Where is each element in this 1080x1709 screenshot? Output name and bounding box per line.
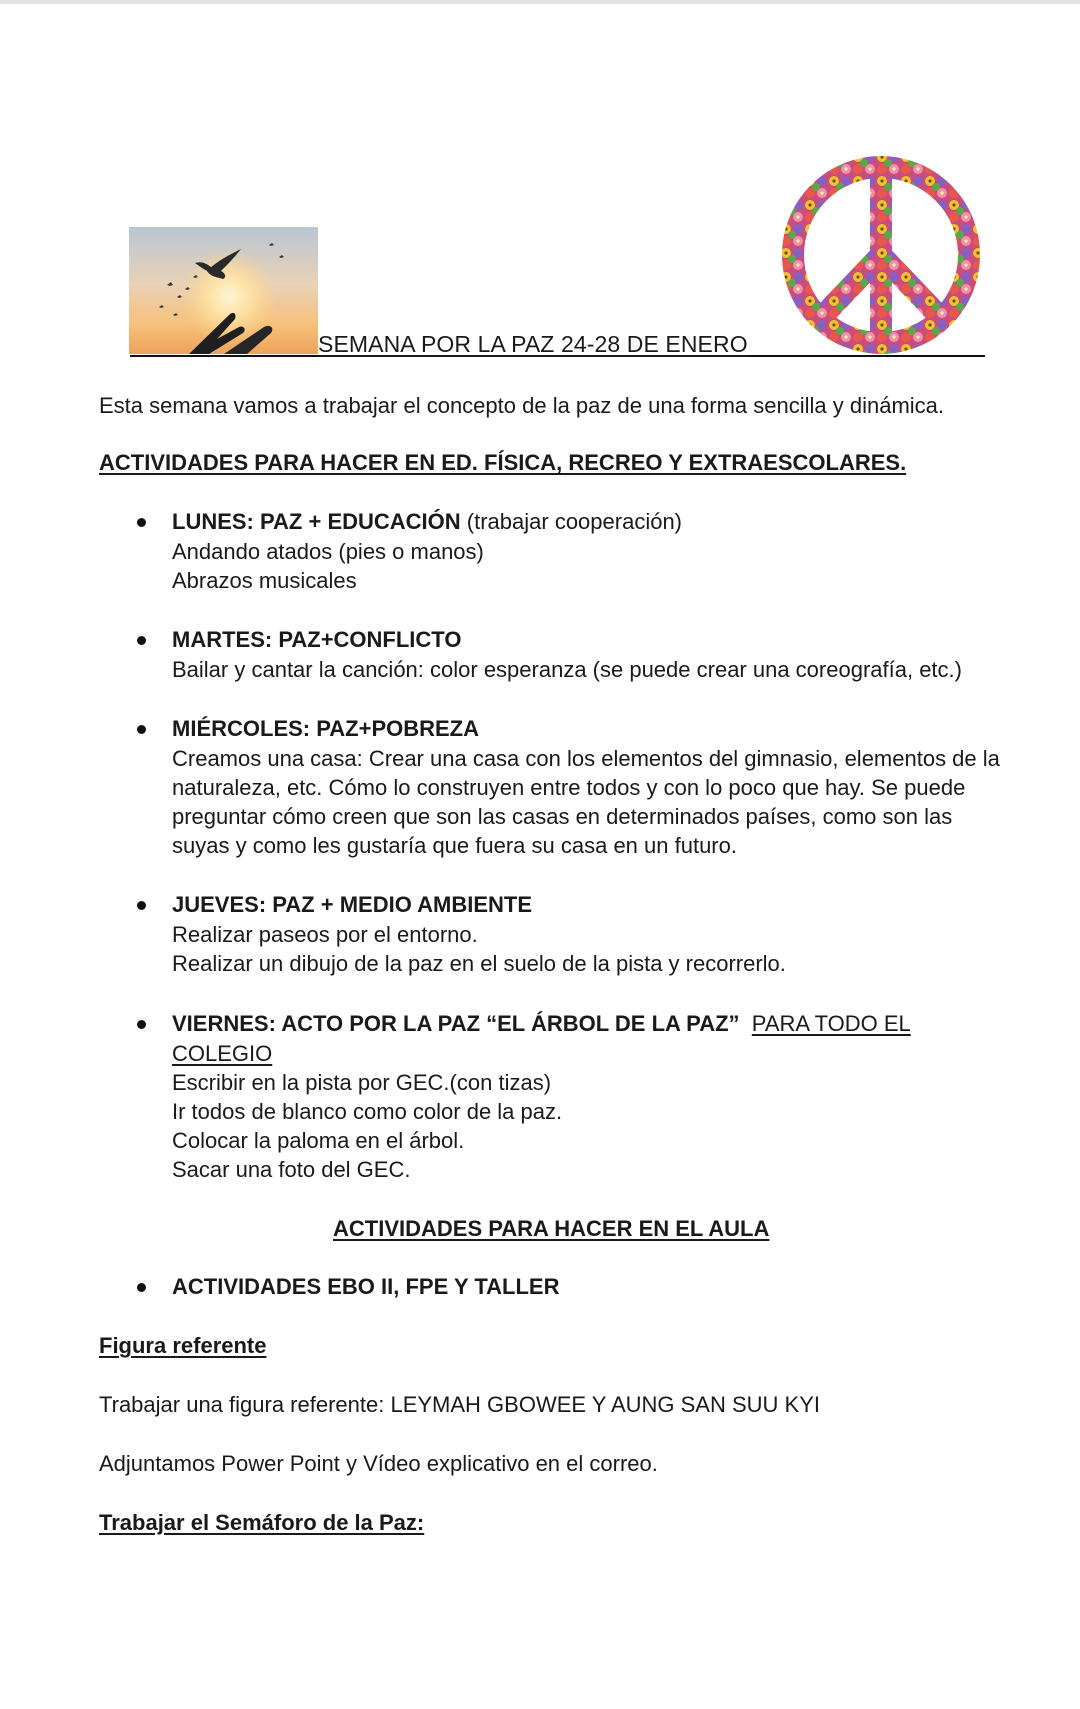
bullet [137, 1283, 146, 1292]
bullet [137, 725, 146, 734]
top-edge [0, 0, 1080, 4]
day-line: Abrazos musicales [172, 568, 357, 593]
semaforo-heading: Trabajar el Semáforo de la Paz: [99, 1510, 425, 1535]
day-title-lunes: LUNES: PAZ + EDUCACIÓN (trabajar cooperación) [172, 509, 683, 534]
page-title: SEMANA POR LA PAZ 24-28 DE ENERO [318, 331, 748, 357]
bullet [137, 518, 146, 527]
day-line: preguntar cómo creen que son las casas en determinados países, como son las [172, 804, 953, 829]
day-line: Bailar y cantar la canción: color esperanza (se puede crear una coreografía, etc.) [172, 657, 962, 682]
day-line: Creamos una casa: Crear una casa con los elementos del gimnasio, elementos de la [172, 746, 1000, 771]
figura-text: Trabajar una figura referente: LEYMAH GBOWEE Y AUNG SAN SUU KYI [99, 1392, 820, 1417]
intro-text: Esta semana vamos a trabajar el concepto de la paz de una forma sencilla y dinámica. [99, 393, 945, 418]
section-heading-aula: ACTIVIDADES PARA HACER EN EL AULA [333, 1216, 770, 1241]
day-line: Sacar una foto del GEC. [172, 1157, 411, 1182]
day-title-jueves: JUEVES: PAZ + MEDIO AMBIENTE [172, 892, 532, 917]
day-title-miercoles: MIÉRCOLES: PAZ+POBREZA [172, 716, 480, 741]
bullet [137, 636, 146, 645]
section-heading-fisica: ACTIVIDADES PARA HACER EN ED. FÍSICA, RECREO Y EXTRAESCOLARES. [99, 450, 907, 475]
day-line: Ir todos de blanco como color de la paz. [172, 1099, 563, 1124]
bullet [137, 1020, 146, 1029]
day-line: Andando atados (pies o manos) [172, 539, 484, 564]
dove-hands-photo [129, 227, 318, 354]
day-title-viernes: VIERNES: ACTO POR LA PAZ “EL ÁRBOL DE LA PAZ” PARA TODO EL [172, 1011, 911, 1036]
day-line: naturaleza, etc. Cómo lo construyen entre todos y con lo poco que hay. Se puede [172, 775, 966, 800]
day-line: Realizar un dibujo de la paz en el suelo de la pista y recorrerlo. [172, 951, 786, 976]
day-title-martes: MARTES: PAZ+CONFLICTO [172, 627, 462, 652]
flower-peace-sign [780, 151, 982, 359]
day-title-viernes-cont: COLEGIO [172, 1041, 273, 1066]
day-line: Escribir en la pista por GEC.(con tizas) [172, 1070, 552, 1095]
day-line: Realizar paseos por el entorno. [172, 922, 478, 947]
bullet [137, 901, 146, 910]
day-line: suyas y como les gustaría que fuera su casa en un futuro. [172, 833, 737, 858]
figura-heading: Figura referente [99, 1333, 267, 1358]
adjuntamos-text: Adjuntamos Power Point y Vídeo explicativo en el correo. [99, 1451, 658, 1476]
aula-bullet-item: ACTIVIDADES EBO II, FPE Y TALLER [172, 1274, 560, 1299]
day-line: Colocar la paloma en el árbol. [172, 1128, 465, 1153]
